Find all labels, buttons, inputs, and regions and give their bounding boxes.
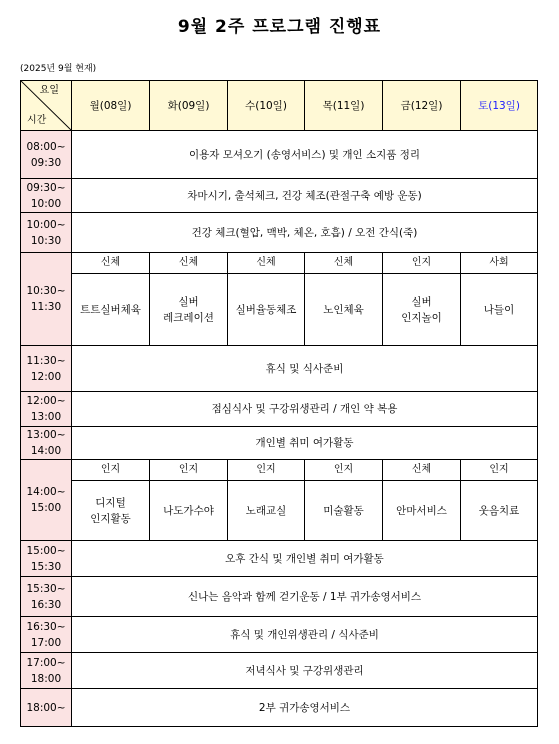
category-cell: 신체 bbox=[72, 253, 150, 274]
activity-cell: 이용자 모셔오기 (송영서비스) 및 개인 소지품 정리 bbox=[72, 131, 538, 179]
category-row bbox=[21, 253, 538, 274]
time-cell: 18:00~ bbox=[21, 689, 72, 727]
program-cell: 실버 인지놀이 bbox=[383, 274, 461, 346]
program-row bbox=[21, 274, 538, 346]
activity-cell: 건강 체크(혈압, 맥박, 체온, 호흡) / 오전 간식(죽) bbox=[72, 213, 538, 253]
activity-cell: 점심식사 및 구강위생관리 / 개인 약 복용 bbox=[72, 392, 538, 427]
as-of-date: (2025년 9월 현재) bbox=[20, 64, 97, 74]
time-cell: 08:00~ 09:30 bbox=[21, 131, 72, 179]
activity-cell: 신나는 음악과 함께 걷기운동 / 1부 귀가송영서비스 bbox=[72, 577, 538, 617]
category-cell: 신체 bbox=[305, 253, 383, 274]
schedule-row bbox=[21, 653, 538, 689]
day-header-thu: 목(11일) bbox=[305, 81, 383, 131]
time-cell: 11:30~ 12:00 bbox=[21, 346, 72, 392]
program-cell: 노래교실 bbox=[228, 481, 305, 541]
category-cell: 인지 bbox=[228, 460, 305, 481]
time-cell: 09:30~ 10:00 bbox=[21, 179, 72, 213]
corner-cell bbox=[21, 81, 72, 131]
program-cell: 노인체육 bbox=[305, 274, 383, 346]
category-cell: 사회 bbox=[461, 253, 538, 274]
time-cell: 15:30~ 16:30 bbox=[21, 577, 72, 617]
activity-cell: 저녁식사 및 구강위생관리 bbox=[72, 653, 538, 689]
category-cell: 신체 bbox=[383, 460, 461, 481]
activity-cell: 오후 간식 및 개인별 취미 여가활동 bbox=[72, 541, 538, 577]
program-cell: 웃음치료 bbox=[461, 481, 538, 541]
schedule-row bbox=[21, 689, 538, 727]
time-cell: 10:30~ 11:30 bbox=[21, 253, 72, 346]
program-cell: 디지털 인지활동 bbox=[72, 481, 150, 541]
activity-cell: 개인별 취미 여가활동 bbox=[72, 427, 538, 460]
header-row bbox=[21, 81, 538, 131]
time-cell: 13:00~ 14:00 bbox=[21, 427, 72, 460]
time-cell: 16:30~ 17:00 bbox=[21, 617, 72, 653]
schedule-row bbox=[21, 131, 538, 179]
time-cell: 17:00~ 18:00 bbox=[21, 653, 72, 689]
category-cell: 신체 bbox=[150, 253, 228, 274]
activity-cell: 차마시기, 출석체크, 건강 체조(관절구축 예방 운동) bbox=[72, 179, 538, 213]
category-cell: 인지 bbox=[383, 253, 461, 274]
schedule-row bbox=[21, 617, 538, 653]
program-cell: 미술활동 bbox=[305, 481, 383, 541]
program-cell: 안마서비스 bbox=[383, 481, 461, 541]
category-row bbox=[21, 460, 538, 481]
day-header-tue: 화(09일) bbox=[150, 81, 228, 131]
page-title: 9월 2주 프로그램 진행표 bbox=[177, 17, 382, 37]
activity-cell: 2부 귀가송영서비스 bbox=[72, 689, 538, 727]
time-cell: 14:00~ 15:00 bbox=[21, 460, 72, 541]
activity-cell: 휴식 및 식사준비 bbox=[72, 346, 538, 392]
schedule-row bbox=[21, 179, 538, 213]
day-header-wed: 수(10일) bbox=[228, 81, 305, 131]
time-cell: 12:00~ 13:00 bbox=[21, 392, 72, 427]
program-cell: 나들이 bbox=[461, 274, 538, 346]
time-cell: 10:00~ 10:30 bbox=[21, 213, 72, 253]
schedule-row bbox=[21, 392, 538, 427]
schedule-row bbox=[21, 541, 538, 577]
time-cell: 15:00~ 15:30 bbox=[21, 541, 72, 577]
category-cell: 신체 bbox=[228, 253, 305, 274]
day-header-fri: 금(12일) bbox=[383, 81, 461, 131]
schedule-row bbox=[21, 427, 538, 460]
day-header-sat: 토(13일) bbox=[461, 81, 538, 131]
schedule-table bbox=[20, 80, 538, 727]
program-row bbox=[21, 481, 538, 541]
schedule-row bbox=[21, 346, 538, 392]
day-header-mon: 월(08일) bbox=[72, 81, 150, 131]
schedule-row bbox=[21, 577, 538, 617]
activity-cell: 휴식 및 개인위생관리 / 식사준비 bbox=[72, 617, 538, 653]
program-cell: 실버 레크레이션 bbox=[150, 274, 228, 346]
program-cell: 나도가수야 bbox=[150, 481, 228, 541]
program-cell: 실버율동체조 bbox=[228, 274, 305, 346]
schedule-row bbox=[21, 213, 538, 253]
category-cell: 인지 bbox=[150, 460, 228, 481]
corner-day-label: 요일 bbox=[39, 85, 59, 96]
category-cell: 인지 bbox=[461, 460, 538, 481]
category-cell: 인지 bbox=[305, 460, 383, 481]
category-cell: 인지 bbox=[72, 460, 150, 481]
program-cell: 트트실버체육 bbox=[72, 274, 150, 346]
corner-time-label: 시간 bbox=[27, 115, 47, 126]
